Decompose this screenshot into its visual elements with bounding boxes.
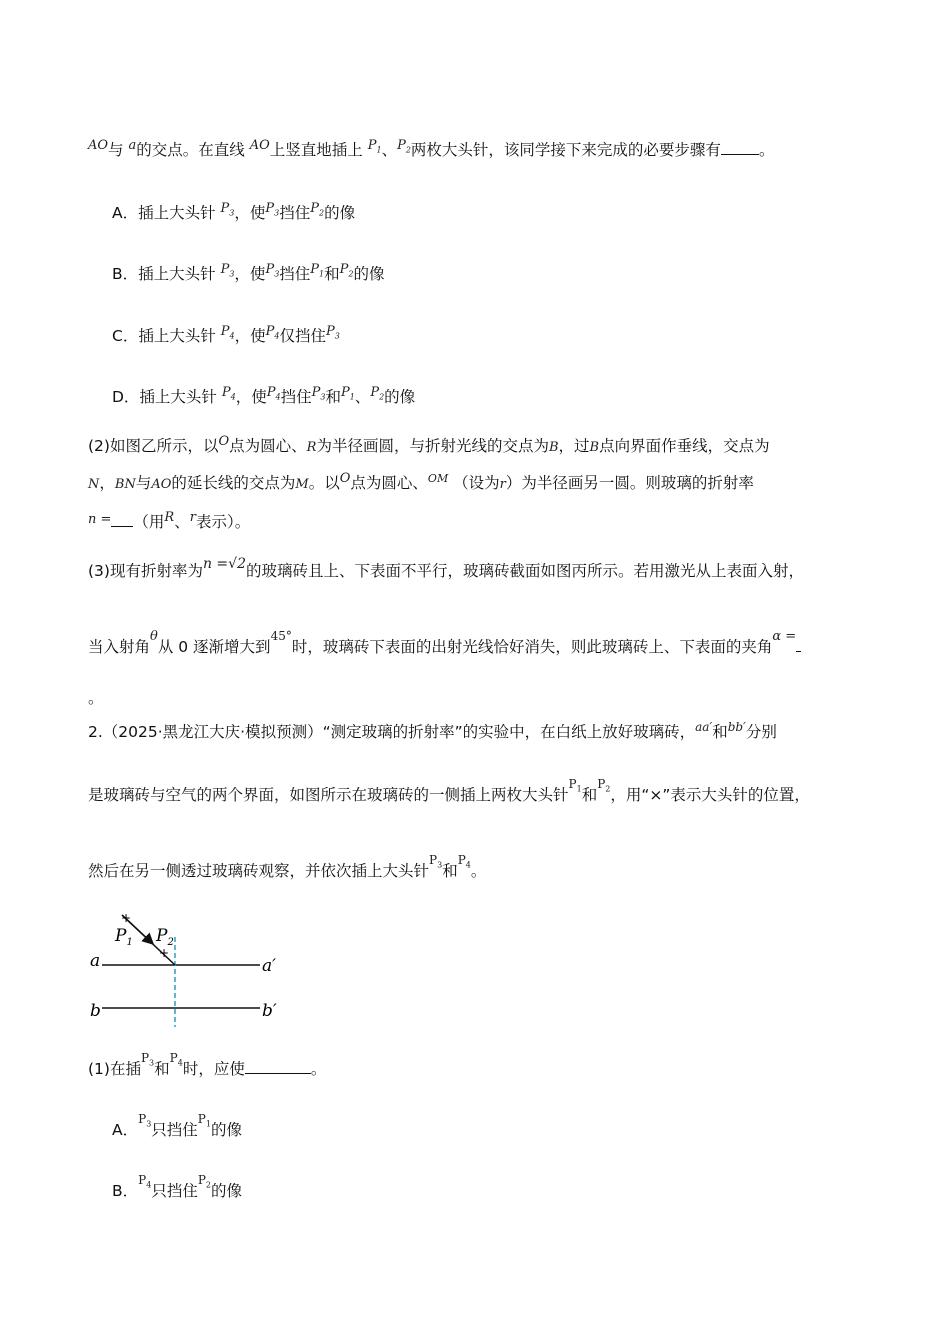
text: 点向界面作垂线，交点为 (599, 437, 770, 455)
text: 是玻璃砖与空气的两个界面，如图所示在玻璃砖的一侧插上两枚大头针 (88, 786, 569, 804)
text: 和 (442, 862, 458, 880)
text: 点为圆心、 (350, 474, 428, 492)
text: 。 (758, 141, 775, 159)
text: 的像 (210, 1121, 242, 1139)
sym-a: a (128, 138, 137, 153)
text: (1)在插 (88, 1060, 141, 1078)
q1-part3-line3 (88, 688, 104, 708)
pin-P1: P1 (310, 262, 325, 279)
text: 只挡住 (151, 1121, 198, 1139)
option-label: B． (112, 1182, 139, 1200)
q2-option-b[interactable] (112, 1173, 243, 1207)
text: 和 (154, 1060, 170, 1078)
glass-brick-figure (82, 905, 292, 1034)
option-label: A． (112, 1121, 139, 1139)
pin-P2: P2 (339, 262, 354, 279)
text: 然后在另一侧透过玻璃砖观察，并依次插上大头针 (88, 862, 430, 880)
text: 与 (135, 474, 152, 492)
sym-AO: AO (249, 138, 270, 153)
text: 挡住 (280, 388, 312, 406)
pin-P4: P4 (220, 324, 235, 341)
sym-B: B (548, 440, 559, 455)
text: 的延长线的交点为 (171, 474, 296, 492)
sym-n-eq: n = (88, 512, 112, 527)
pin-P2: P2 (310, 201, 325, 218)
q1-option-b[interactable] (112, 264, 385, 291)
refraction-diagram (82, 905, 292, 1030)
q1-option-c[interactable] (112, 326, 340, 353)
pin-P3: P3 (325, 324, 340, 341)
text: 仅挡住 (279, 327, 326, 345)
option-label: A．插上大头针 (112, 204, 216, 222)
pin-mark-p1: + (120, 911, 132, 925)
sym-R: R (306, 440, 317, 455)
text: 时，应使 (182, 1060, 245, 1078)
q2-option-a[interactable] (112, 1112, 242, 1146)
sym-alpha: α = (772, 629, 797, 644)
pin-P1: P1 (197, 1112, 211, 1129)
text: ， (99, 474, 115, 492)
pin-P2: P2 (370, 385, 385, 402)
q1-part3-line1 (88, 556, 805, 582)
text: （用 (133, 513, 165, 531)
text: （设为 (453, 474, 500, 492)
sym-M: M (295, 477, 309, 492)
q1-option-a[interactable] (112, 203, 355, 230)
text: 的像 (324, 204, 356, 222)
pin-P4: P4 (457, 853, 471, 870)
pin-P4: P4 (221, 385, 236, 402)
text: 的像 (211, 1182, 243, 1200)
q1-part2-line1 (88, 436, 770, 458)
q2-line1 (88, 722, 777, 743)
pin-P3: P3 (265, 262, 280, 279)
label-P1: $P_1$ (115, 926, 133, 948)
pin-P3: P3 (138, 1112, 152, 1129)
text: 表示）。 (195, 513, 251, 531)
text: ）为半径画另一圆。则玻璃的折射率 (505, 474, 754, 492)
pin-P1: P1 (568, 777, 582, 794)
text: 和 (712, 723, 728, 741)
text: ，使 (234, 204, 266, 222)
text: 两枚大头针，该同学接下来完成的必要步骤有 (410, 141, 721, 159)
q1-option-d[interactable]: D．插上大头针 $^{P_4}$，使$^{P_4}$挡住$^{P_3}$和$^{P_1}$、$^{P_2}$的像 (112, 385, 416, 406)
q2-sub1 (88, 1051, 327, 1085)
pin-P3: P3 (311, 385, 326, 402)
text: 。以 (308, 474, 340, 492)
q2-line2 (88, 777, 810, 811)
text: 时，玻璃砖下表面的出射光线恰好消失，则此玻璃砖上、下表面的夹角 (291, 638, 773, 656)
text: 2.（2025·黑龙江大庆·模拟预测）“测定玻璃的折射率”的实验中，在白纸上放好玻璃砖， (88, 723, 696, 741)
sym-r: r (499, 477, 506, 492)
q1-part3-line2 (88, 629, 801, 659)
q2-line3 (88, 853, 487, 887)
text: 和 (324, 265, 340, 283)
pin-P1: P1 (367, 138, 382, 155)
text: ，使 (235, 388, 267, 406)
text: 的交点。在直线 (136, 141, 245, 159)
option-label: D．插上大头针 (112, 388, 217, 406)
option-label: B．插上大头针 (112, 265, 216, 283)
label-a-prime: a′ (262, 956, 276, 976)
sym-AO: AO (151, 477, 172, 492)
answer-blank[interactable] (721, 140, 759, 155)
sym-OM: OM (427, 472, 449, 485)
label-P2: $P_2$ (156, 926, 174, 948)
text: 只挡住 (151, 1182, 198, 1200)
text: ，使 (234, 265, 266, 283)
sym-theta: θ (150, 629, 158, 644)
text: ，使 (234, 327, 266, 345)
pin-P4: P4 (265, 324, 280, 341)
text: 。 (310, 1060, 327, 1078)
pin-P3: P3 (220, 201, 235, 218)
text: ，过 (558, 437, 590, 455)
label-b-prime: b′ (262, 1001, 277, 1021)
sym-n-sqrt2: n =√2 (202, 556, 246, 572)
text: 。 (470, 862, 487, 880)
pin-P3: P3 (265, 201, 280, 218)
text: (2)如图乙所示，以 (88, 437, 219, 455)
sym-B: B (589, 440, 600, 455)
q1-part2-line3 (88, 512, 250, 534)
answer-blank[interactable] (111, 512, 133, 527)
text: 挡住 (279, 265, 311, 283)
text: 的像 (384, 388, 416, 406)
text: 的像 (353, 265, 385, 283)
pin-P2: P2 (397, 138, 411, 155)
option-label: C．插上大头针 (112, 327, 216, 345)
label-a: a (90, 951, 101, 971)
text: 和 (581, 786, 598, 804)
text: 点为圆心、 (229, 437, 307, 455)
sym-r: r (189, 510, 196, 525)
text: 从 0 逐渐增大到 (157, 638, 271, 656)
pin-P3: P3 (140, 1051, 155, 1068)
q1-intro-line: $^{AO}$与 $^a$的交点。在直线 $^{AO}$上竖直地插上 $^{P_1}$、$^{P_2}$两枚大头针，该同学接下来完成的必要步骤有 。 (88, 138, 775, 159)
text: 上竖直地插上 (269, 141, 363, 159)
pin-P4: P4 (169, 1051, 183, 1068)
text: (3)现有折射率为 (88, 562, 203, 580)
label-b: b (90, 1001, 101, 1021)
sym-BN: BN (114, 477, 136, 492)
text: 的玻璃砖且上、下表面不平行，玻璃砖截面如图丙所示。若用激光从上表面入射， (246, 562, 805, 580)
pin-P2: P2 (597, 777, 611, 794)
sym-45deg: 45° (270, 629, 292, 643)
text: 挡住 (279, 204, 311, 222)
pin-P4: P4 (138, 1173, 152, 1190)
sym-O: O (218, 434, 230, 449)
pin-P3: P3 (220, 262, 235, 279)
text: 与 (108, 141, 124, 159)
pin-mark-p2: + (158, 946, 170, 960)
sym-N: N (88, 477, 100, 492)
sym-bb-prime: bb′ (727, 720, 746, 734)
answer-blank[interactable] (796, 637, 801, 652)
text: 。 (88, 689, 104, 707)
pin-P1: P1 (340, 385, 355, 402)
text: 当入射角 (88, 638, 151, 656)
sym-AO: AO (88, 138, 109, 153)
sym-aa-prime: aa′ (695, 720, 713, 734)
text: ，用“×”表示大头针的位置， (610, 786, 810, 804)
text: 和 (325, 388, 341, 406)
q1-part2-line2 (88, 473, 754, 495)
pin-P3: P3 (429, 853, 443, 870)
answer-blank[interactable] (245, 1059, 311, 1074)
sym-O: O (339, 471, 351, 486)
text: 、 (174, 513, 190, 531)
pin-P2: P2 (197, 1173, 211, 1190)
pin-P4: P4 (266, 385, 281, 402)
text: 分别 (745, 723, 777, 741)
sym-R: R (164, 510, 175, 525)
text: 为半径画圆，与折射光线的交点为 (316, 437, 549, 455)
